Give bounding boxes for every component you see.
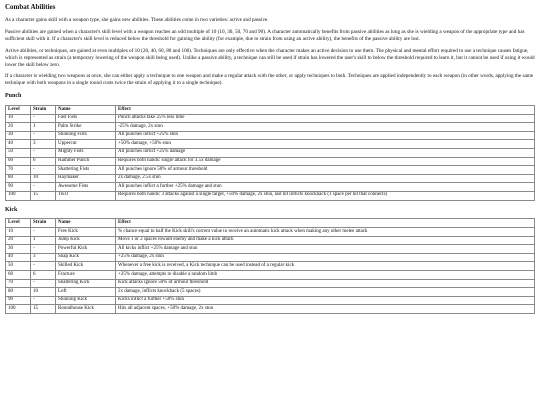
level-cell: 60 (6, 271, 31, 280)
level-cell: 80 (6, 288, 31, 297)
strain-cell: - (31, 279, 56, 288)
passive-abilities-paragraph: Passive abilities are gained when a character's skill level with a weapon reaches an odd multiple of 10 (10, 30, 50, 70 and 90). A character automatically benefits from passive abilities as long as she is wielding a weapon of the appropriate type and has sufficient skill with it. If a character's skill level is reduced below the threshold for gaining the ability (for example, due to strain from using an active ability), the benefits of the passive ability are lost. (5, 29, 525, 42)
effect-cell: Move 1 or 2 spaces toward enemy and make a kick attack (116, 236, 535, 245)
level-cell: 10 (6, 228, 31, 237)
punch-heading: Punch (5, 93, 22, 100)
name-cell: Snap Kick (56, 253, 116, 262)
name-cell: Loft (56, 288, 116, 297)
table-row (6, 174, 535, 183)
level-cell: 50 (6, 148, 31, 157)
active-abilities-paragraph: Active abilities, or techniques, are gained at even multiples of 10 (20, 40, 60, 80 and 100). Techniques are only effective when the character makes an active decision to use them. The physical and mental effort required to use a technique causes fatigue, which is represented as strain (a temporary lowering of the weapon skill being used). Unlike a passive ability, a technique can still be used if strain has lowered the user's skill to below the threshold required to learn it, but it cannot be used if using it would lower the skill below zero. (5, 47, 535, 68)
page-title: Combat Abilities (5, 3, 56, 11)
name-header: Name (56, 106, 116, 115)
level-cell: 20 (6, 123, 31, 132)
effect-cell: % chance equal to half the Kick skill's current value to receive an automatic kick attack when making any other melee attack (116, 228, 535, 237)
strain-header: Strain (31, 106, 56, 115)
name-cell: Haymaker (56, 174, 116, 183)
effect-cell: -25% damage, 2x stun (116, 123, 535, 132)
table-row (6, 245, 535, 254)
strain-cell: 1 (31, 236, 56, 245)
level-cell: 40 (6, 253, 31, 262)
name-cell: Fracture (56, 271, 116, 280)
effect-cell: +25% damage, attempts to disable a random limb (116, 271, 535, 280)
name-cell: Roundhouse Kick (56, 305, 116, 314)
strain-cell: 3 (31, 140, 56, 149)
level-cell: 100 (6, 305, 31, 314)
table-row (6, 228, 535, 237)
strain-cell: - (31, 166, 56, 175)
level-cell: 100 (6, 191, 31, 200)
intro-paragraph: As a character gains skill with a weapon type, she gains new abilities. These abilities come in two varieties: active and passive. (5, 17, 269, 24)
level-cell: 10 (6, 114, 31, 123)
table-row (6, 236, 535, 245)
strain-cell: - (31, 131, 56, 140)
name-cell: Stunning Fists (56, 131, 116, 140)
table-row (6, 166, 535, 175)
table-row (6, 148, 535, 157)
table-row (6, 191, 535, 200)
name-cell: Mighty Fists (56, 148, 116, 157)
kick-table (5, 218, 535, 314)
name-cell: Hammer Punch (56, 157, 116, 166)
strain-cell: 10 (31, 174, 56, 183)
table-row (6, 271, 535, 280)
effect-cell: All kicks inflict +25% damage and stun (116, 245, 535, 254)
name-cell: TKO (56, 191, 116, 200)
table-row (6, 296, 535, 305)
level-cell: 80 (6, 174, 31, 183)
table-row (6, 253, 535, 262)
strain-cell: - (31, 296, 56, 305)
level-cell: 50 (6, 262, 31, 271)
effect-cell: Requires both hands: 3 attacks against a single target, +50% damage, 2x stun, last hit inflicts knockback (1 space per hit that connects) (116, 191, 535, 200)
strain-cell: - (31, 262, 56, 271)
effect-cell: Punch attacks take 25% less time (116, 114, 535, 123)
level-cell: 70 (6, 166, 31, 175)
table-row (6, 114, 535, 123)
effect-cell: All punches inflict +25% stun (116, 131, 535, 140)
name-cell: Free Kick (56, 228, 116, 237)
kick-table-header-row (6, 219, 535, 228)
effect-cell: +50% damage, +50% stun (116, 140, 535, 149)
level-cell: 30 (6, 245, 31, 254)
level-cell: 60 (6, 157, 31, 166)
table-row (6, 262, 535, 271)
kick-heading: Kick (5, 206, 18, 213)
name-header: Name (56, 219, 116, 228)
table-row (6, 123, 535, 132)
effect-header: Effect (116, 219, 535, 228)
strain-header: Strain (31, 219, 56, 228)
name-cell: Palm Strike (56, 123, 116, 132)
name-cell: Uppercut (56, 140, 116, 149)
name-cell: Jump Kick (56, 236, 116, 245)
table-row (6, 305, 535, 314)
level-header: Level (6, 219, 31, 228)
level-cell: 70 (6, 279, 31, 288)
two-weapons-paragraph: If a character is wielding two weapons at once, she can either apply a technique to one weapon and make a regular attack with the other, or apply techniques to both. Techniques are applied independently to each weapon (in other words, applying the same technique with both weapons in a single round costs twice the strain of applying it to a single technique). (5, 73, 534, 87)
effect-header: Effect (116, 106, 535, 115)
table-row (6, 183, 535, 192)
strain-cell: 10 (31, 288, 56, 297)
level-cell: 90 (6, 183, 31, 192)
strain-cell: 1 (31, 123, 56, 132)
level-header: Level (6, 106, 31, 115)
effect-cell: Kicks inflict a further +50% stun (116, 296, 535, 305)
name-cell: Fast Fists (56, 114, 116, 123)
strain-cell: 6 (31, 271, 56, 280)
effect-cell: Requires both hands: single attack for 3.5x damage (116, 157, 535, 166)
name-cell: Stunning Kick (56, 296, 116, 305)
strain-cell: 15 (31, 305, 56, 314)
level-cell: 90 (6, 296, 31, 305)
name-cell: Skilled Kick (56, 262, 116, 271)
name-cell: Awesome Fists (56, 183, 116, 192)
table-row (6, 279, 535, 288)
name-cell: Shattering Kick (56, 279, 116, 288)
effect-cell: Kick attacks ignore 50% of armour threshold (116, 279, 535, 288)
effect-cell: +25% damage, 2x stun (116, 253, 535, 262)
strain-cell: - (31, 148, 56, 157)
strain-cell: - (31, 245, 56, 254)
effect-cell: All punches inflict a further +25% damage and stun (116, 183, 535, 192)
strain-cell: - (31, 228, 56, 237)
strain-cell: 15 (31, 191, 56, 200)
strain-cell: - (31, 183, 56, 192)
table-row (6, 140, 535, 149)
name-cell: Shattering Fists (56, 166, 116, 175)
level-cell: 30 (6, 131, 31, 140)
strain-cell: - (31, 114, 56, 123)
table-row (6, 288, 535, 297)
table-row (6, 157, 535, 166)
table-row (6, 131, 535, 140)
effect-cell: Whenever a free kick is received, a Kick technique can be used instead of a regular kick (116, 262, 535, 271)
level-cell: 20 (6, 236, 31, 245)
effect-cell: 2x damage, inflicts knockback (5 spaces) (116, 288, 535, 297)
strain-cell: 3 (31, 253, 56, 262)
level-cell: 40 (6, 140, 31, 149)
effect-cell: All punches inflict +25% damage (116, 148, 535, 157)
effect-cell: 2x damage, 2.5x stun (116, 174, 535, 183)
punch-table-header-row (6, 106, 535, 115)
name-cell: Powerful Kick (56, 245, 116, 254)
strain-cell: 6 (31, 157, 56, 166)
punch-table (5, 105, 535, 201)
effect-cell: Hits all adjacent spaces, +50% damage, 2x stun (116, 305, 535, 314)
effect-cell: All punches ignore 50% of armour threshold (116, 166, 535, 175)
